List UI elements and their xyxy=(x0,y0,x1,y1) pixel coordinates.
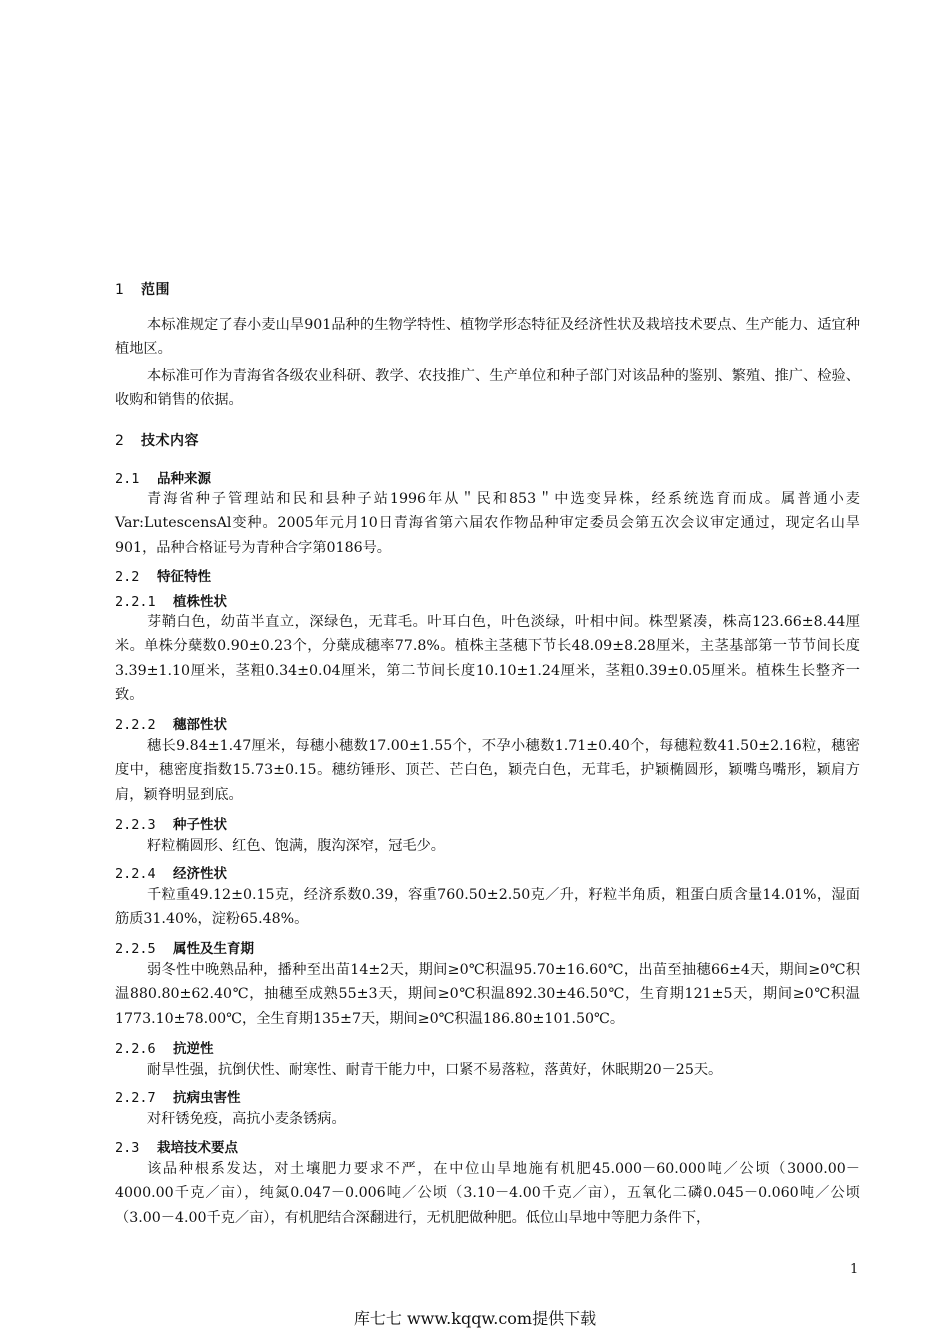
heading-growth-period: 2.2.5 属性及生育期 xyxy=(115,941,254,957)
paragraph-scope-1: 本标准规定了春小麦山旱901品种的生物学特性、植物学形态特征及经济性状及栽培技术要点、生产能力、适宜种植地区。 xyxy=(115,317,860,358)
heading-stress-resistance: 2.2.6 抗逆性 xyxy=(115,1041,214,1057)
paragraph-economic-traits: 千粒重49.12±0.15克，经济系数0.39，容重760.50±2.50克／升，籽粒半角质，粗蛋白质含量14.01%，湿面筋质31.40%，淀粉65.48%。 xyxy=(115,887,860,928)
paragraph-plant-traits: 芽鞘白色，幼苗半直立，深绿色，无茸毛。叶耳白色，叶色淡绿，叶相中间。株型紧凑，株高123.66±8.44厘米。单株分蘖数0.90±0.23个，分蘖成穗率77.8%。植株主茎穗下节长48.09±8.28厘米，主茎基部第一节节间长度3.39±1.10厘米，茎粗0.34±0.04厘米，第二节间长度10.10±1.24厘米，茎粗0.39±0.05厘米。植株生长整齐一致。 xyxy=(115,614,860,704)
heading-scope: 1 范围 xyxy=(115,282,170,298)
paragraph-growth-period: 弱冬性中晚熟品种，播种至出苗14±2天，期间≥0℃积温95.70±16.60℃，出苗至抽穗66±4天，期间≥0℃积温880.80±62.40℃，抽穗至成熟55±3天，期间≥0℃积温892.30±46.50℃，生育期121±5天，期间≥0℃积温1773.10±78.00℃，全生育期135±7天，期间≥0℃积温186.80±101.50℃。 xyxy=(115,962,860,1027)
download-footer: 库七七 www.kqqw.com提供下载 xyxy=(353,1309,597,1328)
heading-characteristics: 2.2 特征特性 xyxy=(115,569,211,585)
heading-technical-content: 2 技术内容 xyxy=(115,433,199,449)
paragraph-variety-origin: 青海省种子管理站和民和县种子站1996年从＂民和853＂中选变异株，经系统选育而成。属普通小麦Var:LutescensAl变种。2005年元月10日青海省第六届农作物品种审定委员会第五次会议审定通过，现定名山旱901，品种合格证号为青种合字第0186号。 xyxy=(115,491,860,556)
paragraph-cultivation: 该品种根系发达，对土壤肥力要求不严，在中位山旱地施有机肥45.000－60.000吨／公顷（3000.00－4000.00千克／亩），纯氮0.047－0.006吨／公顷（3.10－4.00千克／亩），五氧化二磷0.045－0.060吨／公顷（3.00－4.00千克／亩），有机肥结合深翻进行，无机肥做种肥。低位山旱地中等肥力条件下， xyxy=(115,1161,860,1226)
heading-cultivation: 2.3 栽培技术要点 xyxy=(115,1140,238,1156)
paragraph-scope-2: 本标准可作为青海省各级农业科研、教学、农技推广、生产单位和种子部门对该品种的鉴别、繁殖、推广、检验、收购和销售的依据。 xyxy=(115,368,860,409)
page-number: 1 xyxy=(850,1262,859,1277)
paragraph-spike-traits: 穗长9.84±1.47厘米，每穗小穗数17.00±1.55个，不孕小穗数1.71±0.40个，每穗粒数41.50±2.16粒，穗密度中，穗密度指数15.73±0.15。穗纺锤形、顶芒、芒白色，颖壳白色，无茸毛，护颖椭圆形，颖嘴鸟嘴形，颖肩方肩，颖脊明显到底。 xyxy=(115,738,860,803)
heading-variety-origin: 2.1 品种来源 xyxy=(115,471,211,487)
heading-spike-traits: 2.2.2 穗部性状 xyxy=(115,717,227,733)
heading-economic-traits: 2.2.4 经济性状 xyxy=(115,866,227,882)
paragraph-seed-traits: 籽粒椭圆形、红色、饱满，腹沟深窄，冠毛少。 xyxy=(147,838,445,854)
paragraph-stress-resistance: 耐旱性强，抗倒伏性、耐寒性、耐青干能力中，口紧不易落粒，落黄好，休眠期20－25天。 xyxy=(147,1062,723,1078)
heading-seed-traits: 2.2.3 种子性状 xyxy=(115,817,227,833)
paragraph-pest-resistance: 对秆锈免疫，高抗小麦条锈病。 xyxy=(147,1111,346,1127)
heading-pest-resistance: 2.2.7 抗病虫害性 xyxy=(115,1090,241,1106)
heading-plant-traits: 2.2.1 植株性状 xyxy=(115,594,227,610)
